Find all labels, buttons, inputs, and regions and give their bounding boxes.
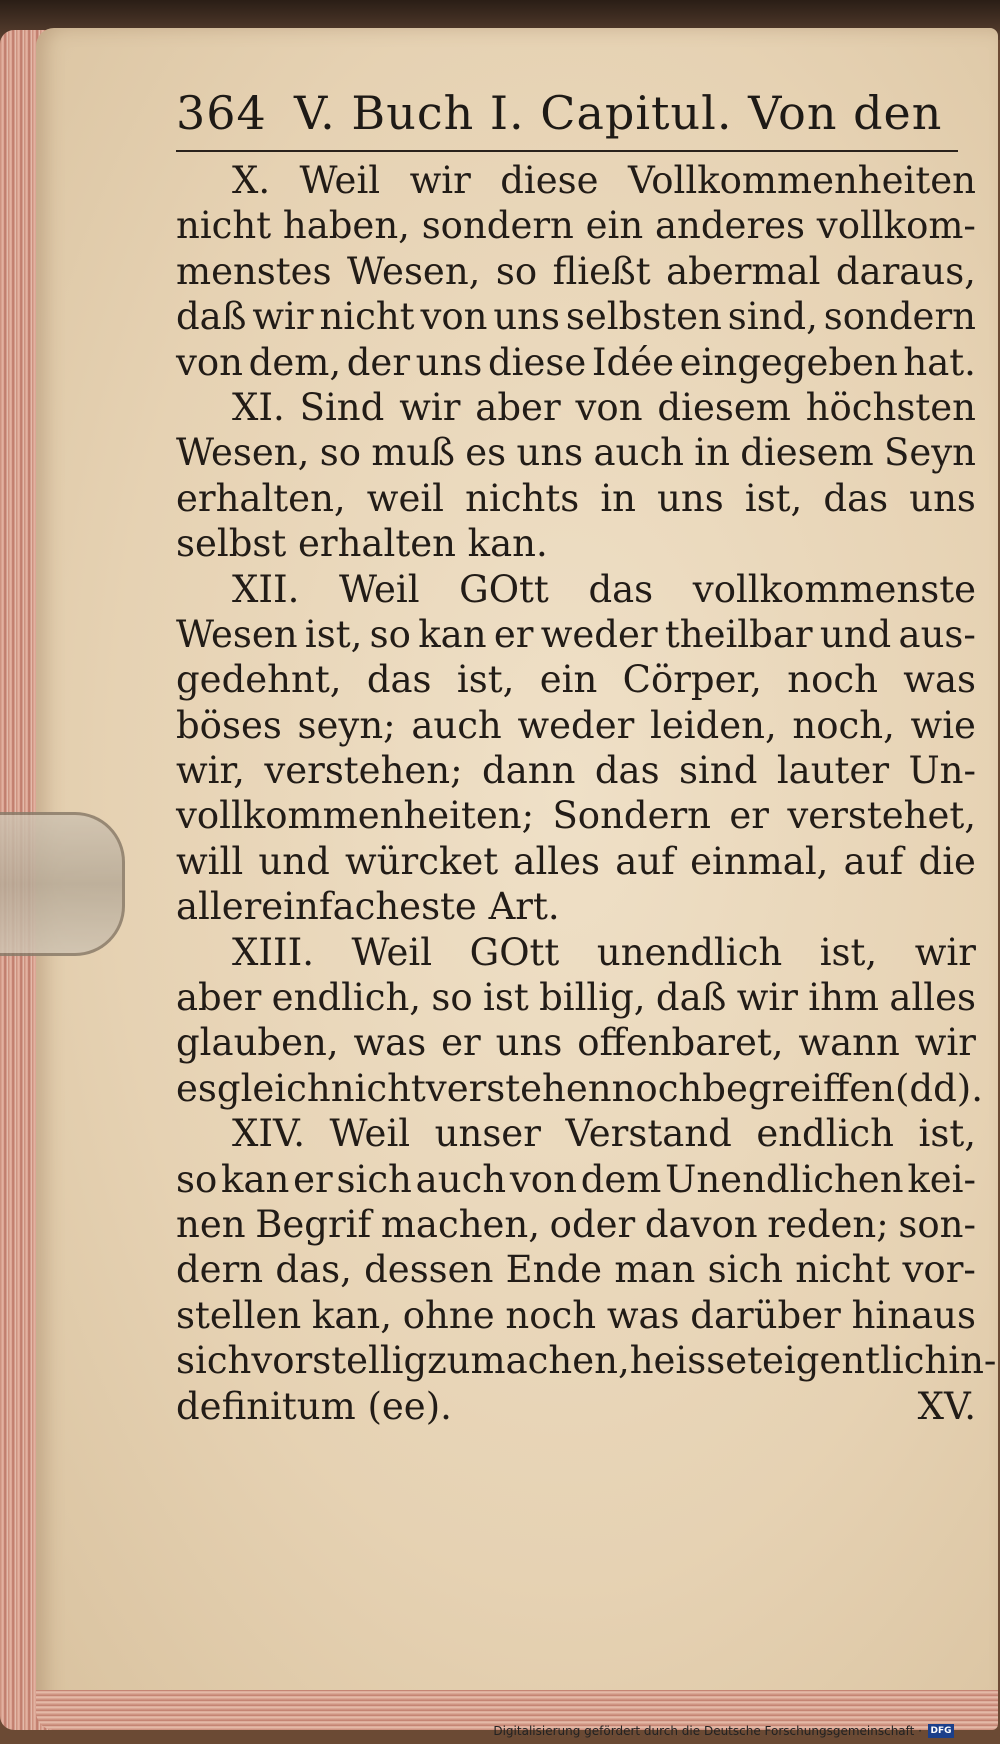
text-line: erhalten, weil nichts in uns ist, das uns: [176, 476, 976, 520]
text-line: aber endlich, so ist billig, daß wir ihm alles: [176, 976, 976, 1020]
text-line: X. Weil wir diese Vollkommenheiten: [232, 159, 976, 202]
text-line: gedehnt, das ist, ein Cörper, noch was: [176, 658, 976, 702]
page-header: [176, 80, 958, 152]
catchword: XV.: [917, 1384, 976, 1428]
text-line: XIV. Weil unser Verstand endlich ist,: [232, 1112, 976, 1156]
text-line: glauben, was er uns offenbaret, wann wir: [176, 1021, 976, 1065]
text-line: XIII. Weil GOtt unendlich ist, wir: [232, 930, 976, 974]
text-line: nen Begrif machen, oder davon reden; son-: [176, 1202, 976, 1246]
text-line: definitum (ee). XV.: [176, 1384, 976, 1428]
text-line: will und würcket alles auf einmal, auf die: [176, 839, 976, 883]
text-line: böses seyn; auch weder leiden, noch, wie: [176, 703, 976, 747]
dfg-logo: DFG: [928, 1724, 954, 1738]
body-text: [176, 158, 997, 1429]
text-line: menstes Wesen, so fließt abermal daraus,: [176, 249, 976, 293]
text-line: selbst erhalten kan.: [176, 522, 548, 566]
text-line: vollkommenheiten; Sondern er verstehet,: [176, 794, 976, 838]
text-line: Wesen ist, so kan er weder theilbar und aus-: [176, 612, 976, 656]
book-clasp: [0, 812, 125, 956]
text-line: es gleich nicht verstehen noch begreiffen (dd).: [176, 1066, 983, 1110]
text-line: dern das, dessen Ende man sich nicht vor-: [176, 1248, 976, 1292]
text-line: stellen kan, ohne noch was darüber hinaus: [176, 1293, 976, 1337]
text-line: von dem, der uns diese Idée eingegeben hat.: [176, 340, 976, 384]
text-line: XII. Weil GOtt das vollkommenste: [232, 567, 976, 611]
text-line: nicht haben, sondern ein anderes vollkom-: [176, 204, 976, 248]
text-line: so kan er sich auch von dem Unendlichen kei-: [176, 1157, 976, 1201]
text-line: wir, verstehen; dann das sind lauter Un-: [176, 749, 976, 793]
page-number: 364: [176, 86, 267, 140]
text-line: XI. Sind wir aber von diesem höchsten: [232, 385, 976, 429]
text-line: allereinfacheste Art.: [176, 885, 560, 929]
credit-text: Digitalisierung gefördert durch die Deutsche Forschungsgemeinschaft ·: [493, 1724, 922, 1738]
digitization-credit: [493, 1724, 954, 1738]
running-head: V. Buch I. Capitul. Von den: [294, 86, 943, 140]
text-line: Wesen, so muß es uns auch in diesem Seyn: [176, 431, 976, 475]
text-line: daß wir nicht von uns selbsten sind, sondern: [176, 295, 976, 339]
text-line: sich vorstellig zu machen, heisset eigentlich in-: [176, 1339, 997, 1383]
